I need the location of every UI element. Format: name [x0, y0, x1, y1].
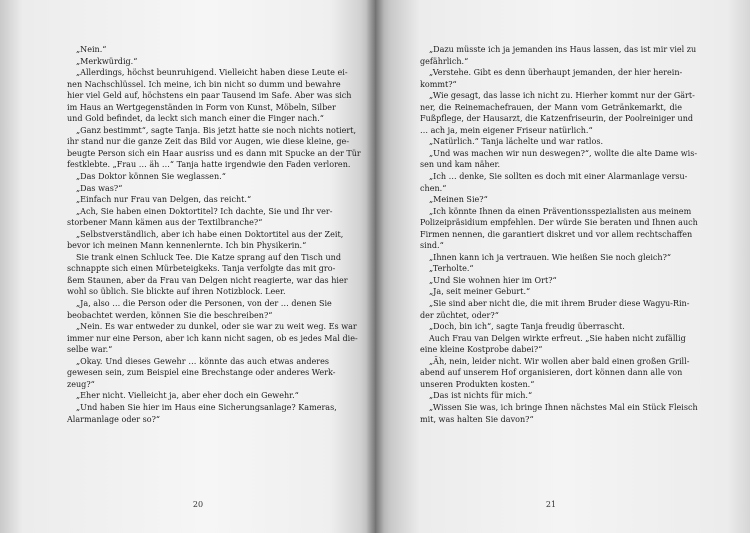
text-line: „Das was?“: [76, 183, 123, 193]
text-line: „Ich … denke, Sie sollten es doch mit einer Alarmanlage versu-: [429, 172, 688, 182]
text-line: „Meinen Sie?“: [429, 195, 488, 205]
text-line: … ach ja, mein eigener Friseur natürlich.“: [420, 125, 593, 135]
text-line: eine kleine Kostprobe dabei?“: [420, 345, 543, 355]
text-line: im Haus an Wertgegenständen in Form von Kunst, Möbeln, Silber: [67, 102, 336, 112]
text-line: unseren Produkten kosten.“: [420, 379, 535, 389]
text-line: „Nein.“: [76, 45, 107, 54]
text-line: sind.“: [420, 241, 444, 251]
text-line: „Sie sind aber nicht die, die mit ihrem Bruder diese Wagyu-Rin-: [429, 299, 690, 309]
text-line: „Allerdings, höchst beunruhigend. Vielleicht haben diese Leute ei-: [76, 68, 348, 78]
text-line: „Merkwürdig.“: [76, 56, 138, 66]
text-line: „Ganz bestimmt“, sagte Tanja. Bis jetzt hatte sie noch nichts notiert,: [76, 125, 357, 135]
text-line: „Ich könnte Ihnen da einen Präventionsspezialisten aus meinem: [429, 206, 692, 216]
text-line: „Und was machen wir nun deswegen?“, wollte die alte Dame wis-: [429, 148, 698, 158]
text-line: „Und Sie wohnen hier im Ort?“: [429, 275, 557, 285]
text-line: bevor ich meinen Mann kennenlernte. Ich bin Physikerin.“: [67, 241, 307, 251]
text-line: hier viel Geld auf, höchstens ein paar Tausend im Safe. Aber was sich: [67, 91, 352, 101]
text-line: „Eher nicht. Vielleicht ja, aber eher doch ein Gewehr.“: [76, 391, 299, 401]
text-line: „Wie gesagt, das lasse ich nicht zu. Hierher kommt nur der Gärt-: [429, 91, 695, 101]
left-page-text: [67, 44, 361, 425]
text-line: Polizeipräsidium empfehlen. Der würde Sie beraten und Ihnen auch: [420, 218, 698, 228]
text-line: ihr stand nur die ganze Zeit das Bild vor Augen, wie diese kleine, ge-: [67, 137, 350, 147]
text-line: „Okay. Und dieses Gewehr … könnte das auch etwas anderes: [76, 356, 329, 366]
text-line: immer nur eine Person, aber ich kann nicht sagen, ob es jedes Mal die-: [67, 333, 358, 343]
text-line: Fußpflege, der Hausarzt, die Katzenfriseurin, der Poolreiniger und: [420, 114, 694, 124]
text-line: „Äh, nein, leider nicht. Wir wollen aber bald einen großen Grill-: [429, 356, 690, 366]
text-line: „Doch, bin ich“, sagte Tanja freudig überrascht.: [429, 322, 625, 332]
text-line: „Verstehe. Gibt es denn überhaupt jemanden, der hier herein-: [429, 68, 683, 78]
text-line: „Terholte.“: [429, 264, 474, 274]
text-line: abend auf unserem Hof organisieren, dort können dann alle von: [420, 368, 683, 378]
text-line: storbener Mann kämen aus der Textilbranche?“: [67, 218, 263, 228]
text-line: schnappte sich einen Mürbeteigkeks. Tanja verfolgte das mit gro-: [67, 264, 336, 274]
book-gutter: [366, 0, 384, 533]
text-line: wohl so üblich. Sie blickte auf ihren Notizblock. Leer.: [67, 287, 286, 297]
text-line: festklebte. „Frau … äh …“ Tanja hatte irgendwie den Faden verloren.: [67, 160, 351, 170]
text-line: nen Nachschlüssel. Ich meine, ich bin nicht so dumm und bewahre: [67, 79, 341, 89]
text-line: und Gold befindet, da leckt sich manch einer die Finger nach.“: [67, 114, 324, 124]
text-line: sen und kam näher.: [420, 160, 501, 170]
text-line: mit, was halten Sie davon?“: [420, 414, 534, 424]
text-line: „Einfach nur Frau van Delgen, das reicht.“: [76, 195, 252, 205]
text-line: „Das Doktor können Sie weglassen.“: [76, 172, 226, 182]
text-line: beobachtet werden, können Sie die beschreiben?“: [67, 310, 273, 320]
text-line: ner, die Reinemachefrauen, der Mann vom Getränkemarkt, die: [420, 102, 682, 112]
text-line: „Ach, Sie haben einen Doktortitel? Ich dachte, Sie und Ihr ver-: [76, 206, 333, 216]
right-page-text: [420, 44, 698, 425]
text-line: „Nein. Es war entweder zu dunkel, oder sie war zu weit weg. Es war: [76, 322, 357, 332]
text-line: gewesen sein, zum Beispiel eine Brechstange oder anderes Werk-: [67, 368, 336, 378]
text-line: selbe war.“: [67, 345, 113, 355]
text-line: „Dazu müsste ich ja jemanden ins Haus lassen, das ist mir viel zu: [429, 45, 697, 54]
text-line: Sie trank einen Schluck Tee. Die Katze sprang auf den Tisch und: [76, 252, 341, 262]
right-page: [375, 0, 750, 533]
text-line: gefährlich.“: [420, 56, 469, 66]
text-line: Firmen nennen, die garantiert diskret und vor allem rechtschaffen: [420, 229, 693, 239]
text-line: „Ja, seit meiner Geburt.“: [429, 287, 531, 297]
text-line: Auch Frau van Delgen wirkte erfreut. „Sie haben nicht zufällig: [429, 333, 686, 343]
text-line: Alarmanlage oder so?“: [67, 414, 161, 424]
text-line: kommt?“: [420, 79, 457, 89]
text-line: „Natürlich.“ Tanja lächelte und war ratlos.: [429, 137, 604, 147]
text-line: zeug?“: [67, 379, 95, 389]
text-line: „Ja, also … die Person oder die Personen, von der … denen Sie: [76, 299, 332, 309]
text-line: beugte Person sich ein Haar ausriss und es dann mit Spucke an der Tür: [67, 148, 361, 158]
text-line: chen.“: [420, 183, 447, 193]
text-line: ßem Staunen, aber da Frau van Delgen nicht reagierte, war das hier: [67, 275, 348, 285]
text-line: „Ihnen kann ich ja vertrauen. Wie heißen Sie noch gleich?“: [429, 252, 672, 262]
text-line: „Wissen Sie was, ich bringe Ihnen nächstes Mal ein Stück Fleisch: [429, 402, 698, 412]
right-page-number: 21: [545, 500, 557, 509]
text-line: der züchtet, oder?“: [420, 310, 499, 320]
left-page-number: 20: [192, 500, 204, 509]
text-line: „Und haben Sie hier im Haus eine Sicherungsanlage? Kameras,: [76, 402, 337, 412]
text-line: „Selbstverständlich, aber ich habe einen Doktortitel aus der Zeit,: [76, 229, 344, 239]
text-line: „Das ist nichts für mich.“: [429, 391, 533, 401]
